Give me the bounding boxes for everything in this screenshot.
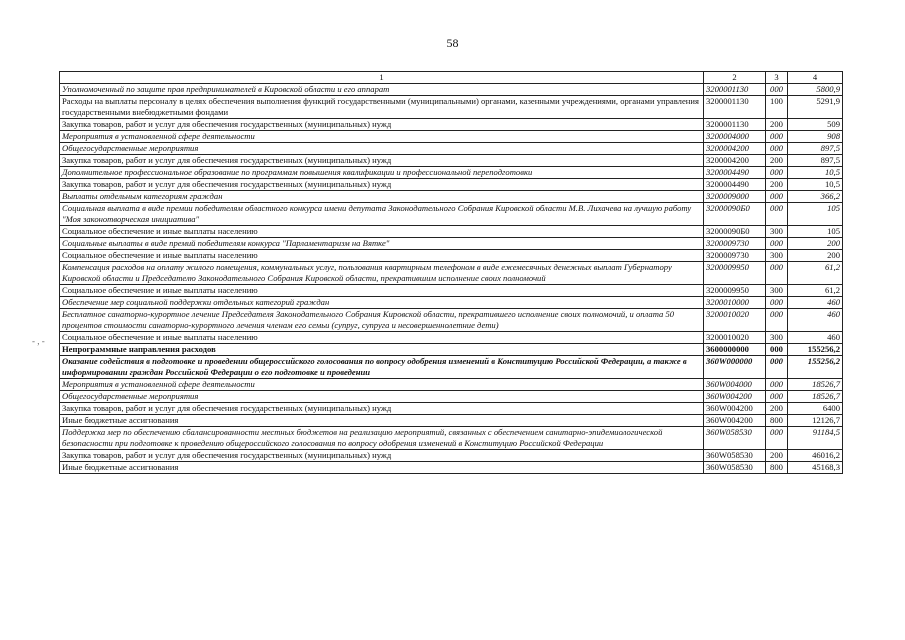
row-vr-cell: 000 <box>766 238 788 250</box>
table-row <box>60 119 843 131</box>
row-amount-cell: 6400 <box>788 403 843 415</box>
row-amount-cell: 460 <box>788 309 843 332</box>
row-name-cell: Социальное обеспечение и иные выплаты населению <box>60 332 704 344</box>
row-code-cell: 3200004490 <box>704 167 766 179</box>
table-row <box>60 332 843 344</box>
table-row <box>60 84 843 96</box>
row-code-cell: 3200004490 <box>704 179 766 191</box>
row-amount-cell: 91184,5 <box>788 427 843 450</box>
row-name-cell: Выплаты отдельным категориям граждан <box>60 191 704 203</box>
row-name-cell: Бесплатное санаторно-курортное лечение Председателя Законодательного Собрания Кировской области, прекратившего исполнение своих полномочий, и оплата 50 процентов стоимости санаторно-курортного лечения членам его семьи (супруг, супруга и несовершеннолетние дети) <box>60 309 704 332</box>
table-row <box>60 262 843 285</box>
row-amount-cell: 460 <box>788 297 843 309</box>
row-code-cell: 360W004200 <box>704 391 766 403</box>
row-name-cell: Социальное обеспечение и иные выплаты населению <box>60 226 704 238</box>
row-name-cell: Закупка товаров, работ и услуг для обеспечения государственных (муниципальных) нужд <box>60 450 704 462</box>
row-amount-cell: 61,2 <box>788 285 843 297</box>
row-amount-cell: 12126,7 <box>788 415 843 427</box>
table-row <box>60 379 843 391</box>
row-code-cell: 32000090Б0 <box>704 203 766 226</box>
table-row <box>60 238 843 250</box>
row-code-cell: 3600000000 <box>704 344 766 356</box>
row-code-cell: 360W004000 <box>704 379 766 391</box>
row-vr-cell: 100 <box>766 96 788 119</box>
table-row <box>60 155 843 167</box>
row-amount-cell: 45168,3 <box>788 462 843 474</box>
margin-mark: - , - <box>32 336 45 346</box>
page-number: 58 <box>446 36 459 50</box>
table-header-row <box>60 72 843 84</box>
row-vr-cell: 000 <box>766 309 788 332</box>
row-name-cell: Мероприятия в установленной сфере деятельности <box>60 131 704 143</box>
row-amount-cell: 10,5 <box>788 179 843 191</box>
row-code-cell: 3200001130 <box>704 84 766 96</box>
row-amount-cell: 46016,2 <box>788 450 843 462</box>
row-name-cell: Закупка товаров, работ и услуг для обеспечения государственных (муниципальных) нужд <box>60 155 704 167</box>
row-vr-cell: 000 <box>766 84 788 96</box>
row-amount-cell: 18526,7 <box>788 391 843 403</box>
table-row <box>60 391 843 403</box>
row-vr-cell: 000 <box>766 143 788 155</box>
header-name: 1 <box>60 72 704 84</box>
row-name-cell: Иные бюджетные ассигнования <box>60 415 704 427</box>
row-code-cell: 3200009000 <box>704 191 766 203</box>
row-vr-cell: 000 <box>766 427 788 450</box>
row-vr-cell: 300 <box>766 285 788 297</box>
table-row <box>60 226 843 238</box>
row-name-cell: Уполномоченный по защите прав предпринимателей в Кировской области и его аппарат <box>60 84 704 96</box>
row-code-cell: 3200004000 <box>704 131 766 143</box>
row-vr-cell: 000 <box>766 391 788 403</box>
row-name-cell: Обеспечение мер социальной поддержки отдельных категорий граждан <box>60 297 704 309</box>
row-name-cell: Компенсация расходов на оплату жилого помещения, коммунальных услуг, пользования квартирным телефоном в виде ежемесячных денежных выплат Губернатору Кировской области и Председателю Законодательного Собрания Кировской области, прекратившим исполнение своих полномочий <box>60 262 704 285</box>
table-row <box>60 309 843 332</box>
row-name-cell: Закупка товаров, работ и услуг для обеспечения государственных (муниципальных) нужд <box>60 179 704 191</box>
header-code: 2 <box>704 72 766 84</box>
table-row <box>60 179 843 191</box>
row-amount-cell: 200 <box>788 250 843 262</box>
table-row <box>60 203 843 226</box>
row-code-cell: 3200010020 <box>704 309 766 332</box>
budget-table <box>59 71 843 474</box>
row-vr-cell: 800 <box>766 415 788 427</box>
row-amount-cell: 897,5 <box>788 155 843 167</box>
table-row <box>60 356 843 379</box>
row-code-cell: 3200009950 <box>704 262 766 285</box>
row-vr-cell: 000 <box>766 191 788 203</box>
row-name-cell: Социальное обеспечение и иные выплаты населению <box>60 250 704 262</box>
row-vr-cell: 200 <box>766 403 788 415</box>
table-row <box>60 96 843 119</box>
row-code-cell: 360W058530 <box>704 427 766 450</box>
header-amount: 4 <box>788 72 843 84</box>
row-code-cell: 3200009730 <box>704 250 766 262</box>
table-row <box>60 344 843 356</box>
row-name-cell: Мероприятия в установленной сфере деятельности <box>60 379 704 391</box>
row-amount-cell: 460 <box>788 332 843 344</box>
row-code-cell: 3200010000 <box>704 297 766 309</box>
row-name-cell: Иные бюджетные ассигнования <box>60 462 704 474</box>
row-amount-cell: 10,5 <box>788 167 843 179</box>
row-name-cell: Закупка товаров, работ и услуг для обеспечения государственных (муниципальных) нужд <box>60 119 704 131</box>
row-amount-cell: 105 <box>788 226 843 238</box>
row-amount-cell: 5291,9 <box>788 96 843 119</box>
row-amount-cell: 105 <box>788 203 843 226</box>
row-code-cell: 360W004200 <box>704 415 766 427</box>
row-amount-cell: 908 <box>788 131 843 143</box>
row-vr-cell: 000 <box>766 297 788 309</box>
table-row <box>60 462 843 474</box>
row-vr-cell: 200 <box>766 179 788 191</box>
table-row <box>60 297 843 309</box>
row-code-cell: 360W058530 <box>704 462 766 474</box>
row-amount-cell: 366,2 <box>788 191 843 203</box>
row-name-cell: Закупка товаров, работ и услуг для обеспечения государственных (муниципальных) нужд <box>60 403 704 415</box>
row-code-cell: 3200009950 <box>704 285 766 297</box>
row-name-cell: Общегосударственные мероприятия <box>60 391 704 403</box>
row-code-cell: 3200004200 <box>704 155 766 167</box>
row-vr-cell: 000 <box>766 167 788 179</box>
row-vr-cell: 000 <box>766 203 788 226</box>
row-name-cell: Непрограммные направления расходов <box>60 344 704 356</box>
table-row <box>60 143 843 155</box>
row-amount-cell: 897,5 <box>788 143 843 155</box>
row-code-cell: 360W004200 <box>704 403 766 415</box>
row-amount-cell: 155256,2 <box>788 344 843 356</box>
row-amount-cell: 155256,2 <box>788 356 843 379</box>
table-row <box>60 403 843 415</box>
row-amount-cell: 200 <box>788 238 843 250</box>
table-row <box>60 415 843 427</box>
row-vr-cell: 300 <box>766 332 788 344</box>
table-row <box>60 131 843 143</box>
row-vr-cell: 000 <box>766 356 788 379</box>
row-amount-cell: 5800,9 <box>788 84 843 96</box>
table-row <box>60 285 843 297</box>
row-name-cell: Социальная выплата в виде премии победителям областного конкурса имени депутата Законодательного Собрания Кировской области М.В. Лихачева на лучшую работу "Моя законотворческая инициатива" <box>60 203 704 226</box>
row-name-cell: Общегосударственные мероприятия <box>60 143 704 155</box>
row-vr-cell: 800 <box>766 462 788 474</box>
table-row <box>60 191 843 203</box>
table-row <box>60 450 843 462</box>
row-code-cell: 360W058530 <box>704 450 766 462</box>
table-row <box>60 167 843 179</box>
table-row <box>60 427 843 450</box>
row-name-cell: Оказание содействия в подготовке и проведении общероссийского голосования по вопросу одобрения изменений в Конституцию Российской Федерации, а также в информировании граждан Российской Федерации о его подготовке и проведении <box>60 356 704 379</box>
row-name-cell: Дополнительное профессиональное образование по программам повышения квалификации и профессиональной переподготовки <box>60 167 704 179</box>
row-amount-cell: 18526,7 <box>788 379 843 391</box>
row-code-cell: 3200001130 <box>704 119 766 131</box>
row-code-cell: 360W000000 <box>704 356 766 379</box>
row-name-cell: Расходы на выплаты персоналу в целях обеспечения выполнения функций государственными (муниципальными) органами, казенными учреждениями, органами управления государственными внебюджетными фондами <box>60 96 704 119</box>
row-code-cell: 32000090Б0 <box>704 226 766 238</box>
row-vr-cell: 300 <box>766 226 788 238</box>
row-vr-cell: 200 <box>766 119 788 131</box>
row-name-cell: Социальное обеспечение и иные выплаты населению <box>60 285 704 297</box>
row-vr-cell: 000 <box>766 262 788 285</box>
row-name-cell: Поддержка мер по обеспечению сбалансированности местных бюджетов на реализацию мероприятий, связанных с обеспечением санитарно-эпидемиологической безопасности при подготовке к проведению общероссийского голосования по вопросу одобрения изменений в Конституцию Российской Федерации <box>60 427 704 450</box>
row-amount-cell: 61,2 <box>788 262 843 285</box>
row-vr-cell: 000 <box>766 379 788 391</box>
row-vr-cell: 300 <box>766 250 788 262</box>
row-amount-cell: 509 <box>788 119 843 131</box>
row-name-cell: Социальные выплаты в виде премий победителям конкурса "Парламентаризм на Вятке" <box>60 238 704 250</box>
row-vr-cell: 000 <box>766 344 788 356</box>
table-row <box>60 250 843 262</box>
header-vr: 3 <box>766 72 788 84</box>
row-vr-cell: 200 <box>766 155 788 167</box>
row-code-cell: 3200004200 <box>704 143 766 155</box>
row-vr-cell: 000 <box>766 131 788 143</box>
row-code-cell: 3200010020 <box>704 332 766 344</box>
row-code-cell: 3200009730 <box>704 238 766 250</box>
row-code-cell: 3200001130 <box>704 96 766 119</box>
row-vr-cell: 200 <box>766 450 788 462</box>
